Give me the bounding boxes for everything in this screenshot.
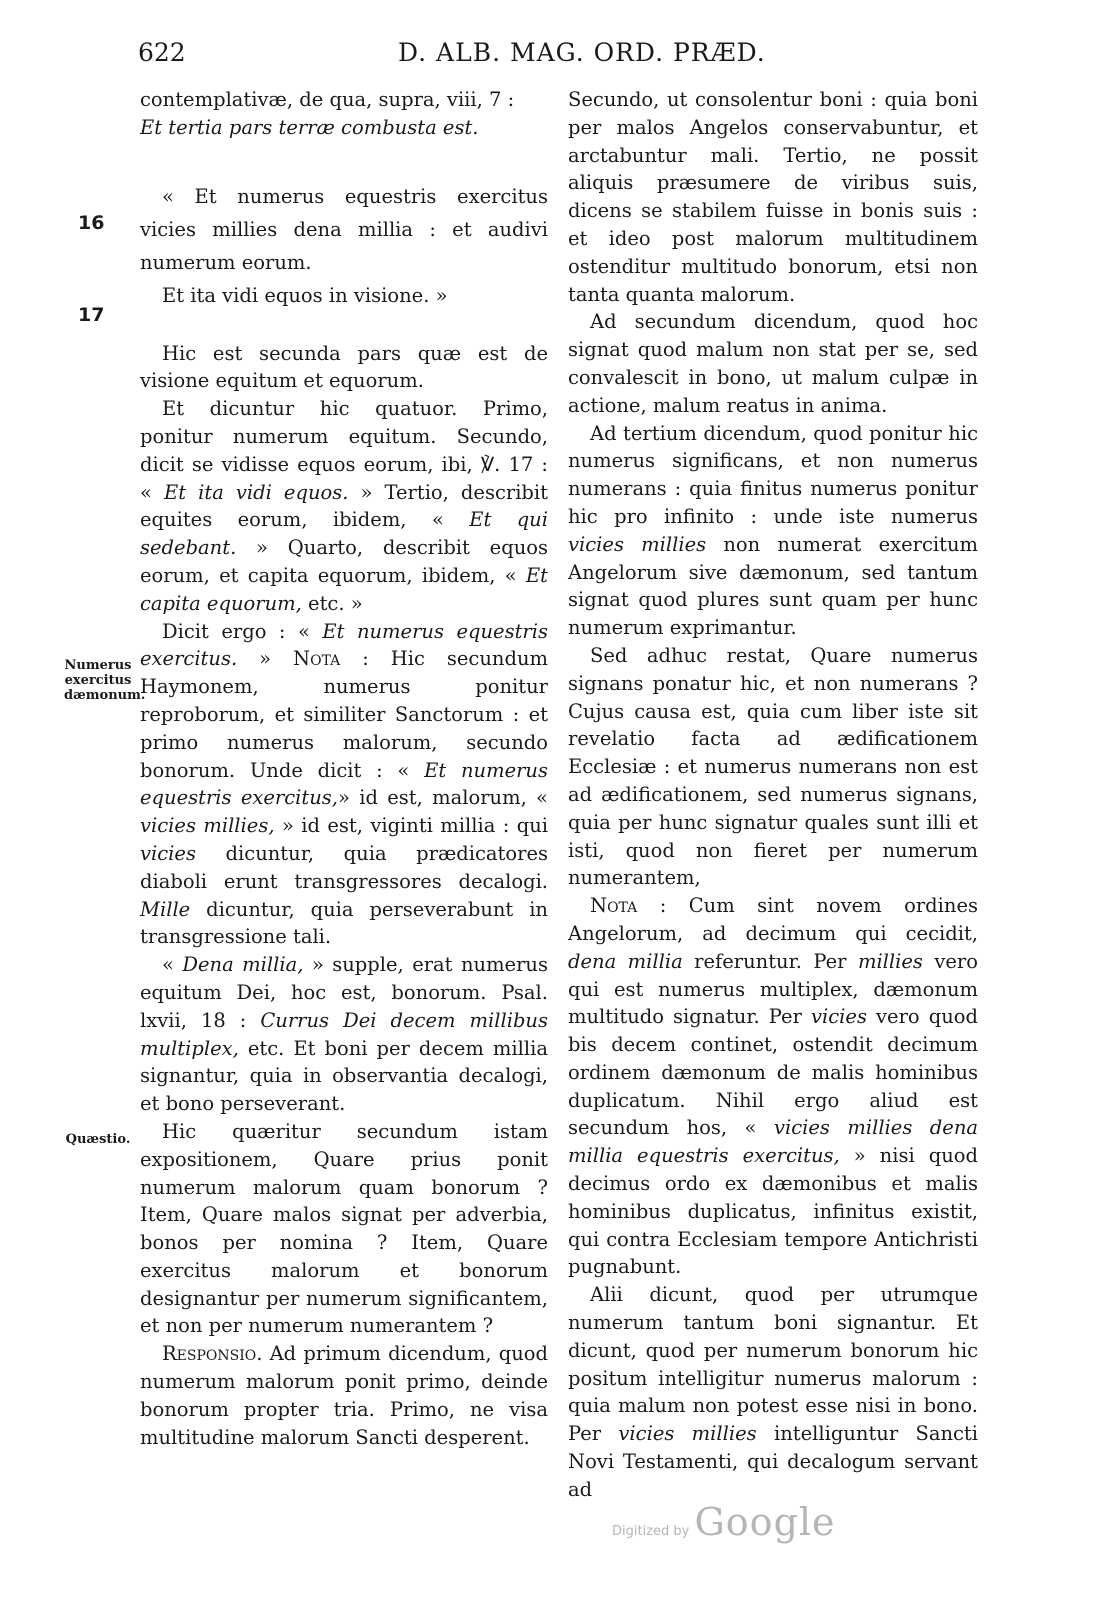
google-logo-text: Google	[694, 1500, 836, 1544]
spacer	[140, 142, 548, 180]
verse-17-text: Et ita vidi equos in visione. »	[162, 283, 448, 307]
paragraph-5: Hic quæritur secundum istam expositionem, Quare prius ponit numerum malorum quam bonorum ? Item, Quare malos signat per adverbia, bonos per nomina ? Item, Quare exercitus malorum et bonorum designantur per numerum significantem, et non per numerum numerantem ?	[140, 1119, 548, 1338]
paragraph-4: « Dena millia, » supple, erat numerus equitum Dei, hoc est, bonorum. Psal. lxvii, 18 : Currus Dei decem millibus multiplex, etc. Et boni per decem millia signantur, quia in observantia decalogi, et bono perseverant.	[140, 953, 548, 1116]
paragraph-2: Et dicuntur hic quatuor. Primo, ponitur numerum equitum. Secundo, dicit se vidisse equos eorum, ibi, ℣. 17 : « Et ita vidi equos. » Tertio, describit equites eorum, ibidem, « Et qui sedebant. » Quarto, describit equos eorum, et capita equorum, ibidem, « Et capita equorum, etc. »	[140, 397, 548, 615]
running-head: D. ALB. MAG. ORD. PRÆD.	[398, 38, 766, 67]
paragraph-6: Responsio. Ad primum dicendum, quod numerum malorum ponit primo, deinde bonorum propter tria. Primo, ne visa multitudine malorum Sancti desperent.	[140, 1342, 548, 1449]
page-number: 622	[138, 38, 186, 67]
spacer	[140, 312, 548, 340]
paragraph-r4: Sed adhuc restat, Quare numerus signans ponatur hic, et non numerans ? Cujus causa est, quia cum liber iste sit revelatio facta ad ædificationem Ecclesiæ : et numerus numerans non est ad ædificationem, sed numerus signans, quia per hunc signatur quales sunt illi et isti, quod non fieret per numerum numerantem,	[568, 643, 978, 890]
paragraph-r2: Ad secundum dicendum, quod hoc signat quod malum non stat per se, sed convalescit in bono, ut malum culpæ in actione, malum reatus in anima.	[568, 310, 978, 417]
verse-number-17: 17	[78, 304, 105, 326]
verse-16-text: « Et numerus equestris exercitus vicies millies dena millia : et audivi numerum eorum.	[140, 184, 548, 274]
left-column	[140, 86, 548, 1451]
paragraph-1: Hic est secunda pars quæ est de visione equitum et equorum.	[140, 341, 548, 393]
right-column	[568, 86, 978, 1504]
margin-note-quaestio: Quæstio.	[65, 1132, 131, 1147]
intro-quote: Et tertia pars terræ combusta est.	[140, 115, 479, 139]
paragraph-r5: Nota : Cum sint novem ordines Angelorum, ad decimum qui cecidit, dena millia referuntur. Per millies vero qui est numerus multiplex, dæmonum multitudo signatur. Per vicies vero quod bis decem continet, ostendit decimum ordinem dæmonum de malis hominibus duplicatum. Nihil ergo aliud est secundum hos, « vicies millies dena millia equestris exercitus, » nisi quod decimus ordo ex dæmonibus et malis hominibus duplicatus, infinitus existit, qui contra Ecclesiam tempore Antichristi pugnabunt.	[568, 894, 979, 1279]
intro-line: contemplativæ, de qua, supra, viii, 7 :	[140, 88, 515, 111]
digitized-by-label: Digitized by	[612, 1524, 690, 1539]
google-watermark	[612, 1500, 836, 1544]
margin-note-numerus: Numerus exercitus dæmonum.	[64, 658, 146, 703]
paragraph-r3: Ad tertium dicendum, quod ponitur hic numerus significans, et non numerus numerans : quia finitus numerus ponitur hic pro infinito : unde iste numerus vicies millies non numerat exercitum Angelorum sive dæmonum, sed tantum signat quod plures sunt quam per hunc numerum exprimantur.	[568, 421, 979, 640]
paragraph-r1: Secundo, ut consolentur boni : quia boni per malos Angelos conservabuntur, et arctabuntur mali. Tertio, ne possit aliquis præsumere de viribus suis, dicens se stabilem fuisse in bonis suis : et ideo post malorum multitudinem ostenditur multitudo bonorum, etsi non tanta quanta malorum.	[568, 88, 978, 306]
paragraph-3: Dicit ergo : « Et numerus equestris exercitus. » Nota : Hic secundum Haymonem, numerus ponitur reproborum, et similiter Sanctorum : et primo numerus malorum, secundo bonorum. Unde dicit : « Et numerus equestris exercitus,» id est, malorum, « vicies millies, » id est, viginti millia : qui vicies dicuntur, quia prædicatores diaboli erunt transgressores decalogi. Mille dicuntur, quia perseverabunt in transgressione tali.	[140, 619, 548, 949]
paragraph-r6: Alii dicunt, quod per utrumque numerum tantum boni signantur. Et dicunt, quod per numerum bonorum hic positum intelligitur numerus malorum : quia malum non potest esse nisi in bono. Per vicies millies intelliguntur Sancti Novi Testamenti, qui decalogum servant ad	[568, 1283, 978, 1501]
page-header	[138, 38, 978, 78]
verse-number-16: 16	[78, 212, 105, 234]
